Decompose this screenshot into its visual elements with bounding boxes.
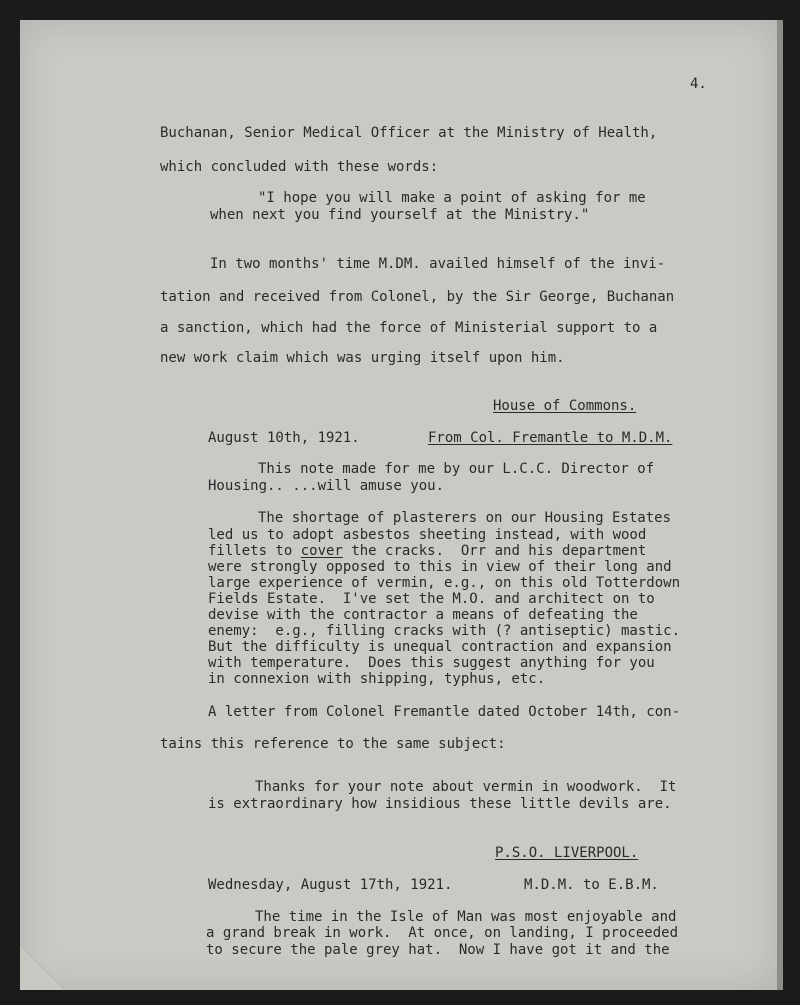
paragraph-line: to secure the pale grey hat. Now I have got it and the [206,942,670,958]
paragraph-line: tains this reference to the same subject: [160,736,506,752]
letter-date: Wednesday, August 17th, 1921. [208,877,453,893]
note-line: But the difficulty is unequal contraction and expansion [208,639,672,655]
paragraph-line: Buchanan, Senior Medical Officer at the Ministry of Health, [160,125,658,141]
note-line: This note made for me by our L.C.C. Director of [258,461,655,477]
paragraph-line: tation and received from Colonel, by the Sir George, Buchanan [160,289,675,305]
paragraph-line: a grand break in work. At once, on landing, I proceeded [206,925,679,941]
note-line: devise with the contractor a means of defeating the [208,607,638,623]
folded-corner [20,945,65,990]
letter-from: M.D.M. to E.B.M. [524,877,659,893]
paragraph-line: a sanction, which had the force of Ministerial support to a [160,320,658,336]
note-line: Housing.. ...will amuse you. [208,478,445,494]
note-line: Fields Estate. I've set the M.O. and architect on to [208,591,655,607]
page-number: 4. [690,76,707,92]
quote-line: when next you find yourself at the Ministry." [210,207,590,223]
letter-date: August 10th, 1921. [208,430,360,446]
note-line: were strongly opposed to this in view of their long and [208,559,672,575]
quote-line: is extraordinary how insidious these little devils are. [208,796,672,812]
note-line: with temperature. Does this suggest anything for you [208,655,655,671]
note-line: in connexion with shipping, typhus, etc. [208,671,546,687]
paragraph-line: A letter from Colonel Fremantle dated October 14th, con- [208,704,681,720]
note-line: led us to adopt asbestos sheeting instead, with wood [208,527,647,543]
paragraph-line: In two months' time M.DM. availed himself of the invi- [210,256,666,272]
paragraph-line: new work claim which was urging itself upon him. [160,350,565,366]
page-edge [777,20,783,990]
paragraph-line: which concluded with these words: [160,159,439,175]
paragraph-line: The time in the Isle of Man was most enjoyable and [255,909,677,925]
section-heading: P.S.O. LIVERPOOL. [495,845,639,861]
note-line: enemy: e.g., filling cracks with (? antiseptic) mastic. [208,623,681,639]
note-line: fillets to cover the cracks. Orr and his department [208,543,647,559]
quote-line: Thanks for your note about vermin in woodwork. It [255,779,677,795]
note-line: The shortage of plasterers on our Housing Estates [258,510,672,526]
note-line: large experience of vermin, e.g., on this old Totterdown [208,575,681,591]
letter-from: From Col. Fremantle to M.D.M. [428,430,673,446]
quote-line: "I hope you will make a point of asking for me [258,190,646,206]
section-heading: House of Commons. [493,398,637,414]
